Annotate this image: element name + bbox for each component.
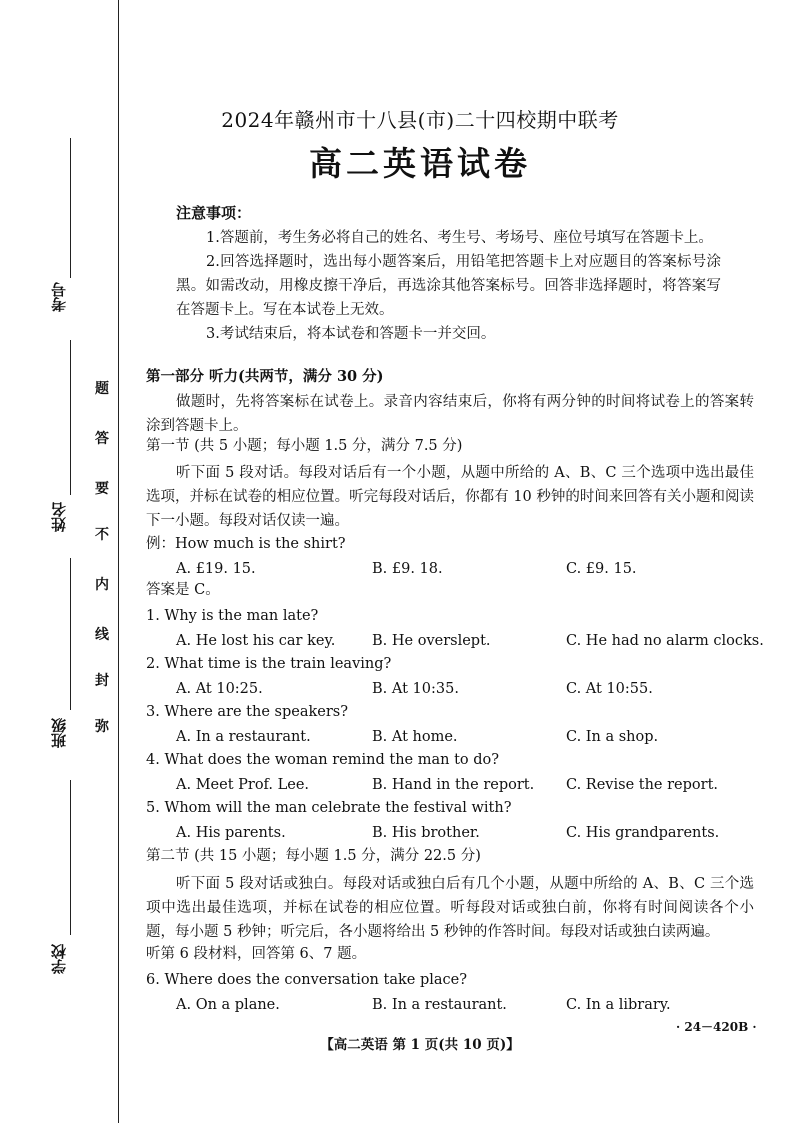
q6-option-c: C. In a library. xyxy=(566,997,671,1013)
paper-code: · 24－420B · xyxy=(676,1020,757,1034)
q4-option-a: A. Meet Prof. Lee. xyxy=(176,777,310,793)
q2-option-b: B. At 10:35. xyxy=(372,681,459,697)
example-option-c: C. £9. 15. xyxy=(566,561,637,577)
part1-heading: 第一部分 听力(共两节，满分 30 分) xyxy=(146,368,384,385)
field-label-class: 班级 xyxy=(50,718,68,748)
material-instruction: 听第 6 段材料，回答第 6、7 题。 xyxy=(146,946,367,962)
q5-option-c: C. His grandparents. xyxy=(566,825,720,841)
field-label-name: 姓名 xyxy=(50,502,68,532)
exam-title: 2024年赣州市十八县(市)二十四校期中联考 xyxy=(221,108,619,132)
field-line-exam-number xyxy=(70,138,71,278)
section1-heading: 第一节 (共 5 小题；每小题 1.5 分，满分 7.5 分) xyxy=(146,438,463,454)
q6-option-a: A. On a plane. xyxy=(176,997,280,1013)
seal-char: 弥 xyxy=(95,719,109,735)
notice-heading: 注意事项： xyxy=(176,204,252,222)
seal-char: 不 xyxy=(95,527,109,543)
seal-char: 封 xyxy=(95,673,109,689)
example-option-b: B. £9. 18. xyxy=(372,561,443,577)
example-question: 例：How much is the shirt? xyxy=(146,536,346,552)
question-1: 1. Why is the man late? xyxy=(146,608,319,624)
question-6: 6. Where does the conversation take place? xyxy=(146,972,467,988)
field-line-class xyxy=(70,558,71,710)
example-answer: 答案是 C。 xyxy=(146,582,220,598)
exam-subtitle: 高二英语试卷 xyxy=(309,144,531,183)
part1-intro: 做题时，先将答案标在试卷上。录音内容结束后，你将有两分钟的时间将试卷上的答案转涂到答题卡上。 xyxy=(146,394,754,434)
page-footer: 【高二英语 第 1 页(共 10 页)】 xyxy=(320,1037,520,1053)
notice-item-2: 2.回答选择题时，选出每小题答案后，用铅笔把答题卡上对应题目的答案标号涂黑。如需改动，用橡皮擦干净后，再选涂其他答案标号。回答非选择题时，将答案写在答题卡上。写在本试卷上无效。 xyxy=(176,254,721,318)
q1-option-a: A. He lost his car key. xyxy=(176,633,336,649)
field-line-school xyxy=(70,780,71,935)
q3-option-a: A. In a restaurant. xyxy=(176,729,311,745)
question-5: 5. Whom will the man celebrate the festival with? xyxy=(146,800,512,816)
q4-option-b: B. Hand in the report. xyxy=(372,777,535,793)
seal-char: 内 xyxy=(95,577,109,593)
notice-item-3: 3.考试结束后，将本试卷和答题卡一并交回。 xyxy=(206,326,496,342)
notice-item-1: 1.答题前，考生务必将自己的姓名、考生号、考场号、座位号填写在答题卡上。 xyxy=(206,230,713,246)
question-4: 4. What does the woman remind the man to do? xyxy=(146,752,500,768)
seal-char: 线 xyxy=(95,627,109,643)
q4-option-c: C. Revise the report. xyxy=(566,777,719,793)
q1-option-c: C. He had no alarm clocks. xyxy=(566,633,764,649)
q1-option-b: B. He overslept. xyxy=(372,633,491,649)
q5-option-a: A. His parents. xyxy=(176,825,286,841)
section2-heading: 第二节 (共 15 小题；每小题 1.5 分，满分 22.5 分) xyxy=(146,848,481,864)
field-label-exam-number: 考号 xyxy=(50,282,68,312)
q5-option-b: B. His brother. xyxy=(372,825,480,841)
question-3: 3. Where are the speakers? xyxy=(146,704,348,720)
section2-instructions: 听下面 5 段对话或独白。每段对话或独白后有几个小题，从题中所给的 A、B、C 三个选项中选出最佳选项，并标在试卷的相应位置。听每段对话或独白前，你将有时间阅读各个小题，每小题 5 秒钟；听完后，各小题将给出 5 秒钟的作答时间。每段对话或独白读两遍。 xyxy=(146,876,754,940)
seal-char: 答 xyxy=(95,431,109,447)
q6-option-b: B. In a restaurant. xyxy=(372,997,507,1013)
q3-option-b: B. At home. xyxy=(372,729,458,745)
seal-char: 题 xyxy=(95,381,109,397)
q2-option-c: C. At 10:55. xyxy=(566,681,653,697)
binding-line-outer xyxy=(118,0,119,1123)
q2-option-a: A. At 10:25. xyxy=(176,681,263,697)
section1-instructions: 听下面 5 段对话。每段对话后有一个小题，从题中所给的 A、B、C 三个选项中选出最佳选项，并标在试卷的相应位置。听完每段对话后，你都有 10 秒钟的时间来回答有关小题和阅读下一小题。每段对话仅读一遍。 xyxy=(146,465,754,529)
field-line-name xyxy=(70,340,71,495)
seal-char: 要 xyxy=(95,481,109,497)
example-option-a: A. £19. 15. xyxy=(176,561,256,577)
q3-option-c: C. In a shop. xyxy=(566,729,659,745)
field-label-school: 学校 xyxy=(50,944,68,974)
question-2: 2. What time is the train leaving? xyxy=(146,656,392,672)
